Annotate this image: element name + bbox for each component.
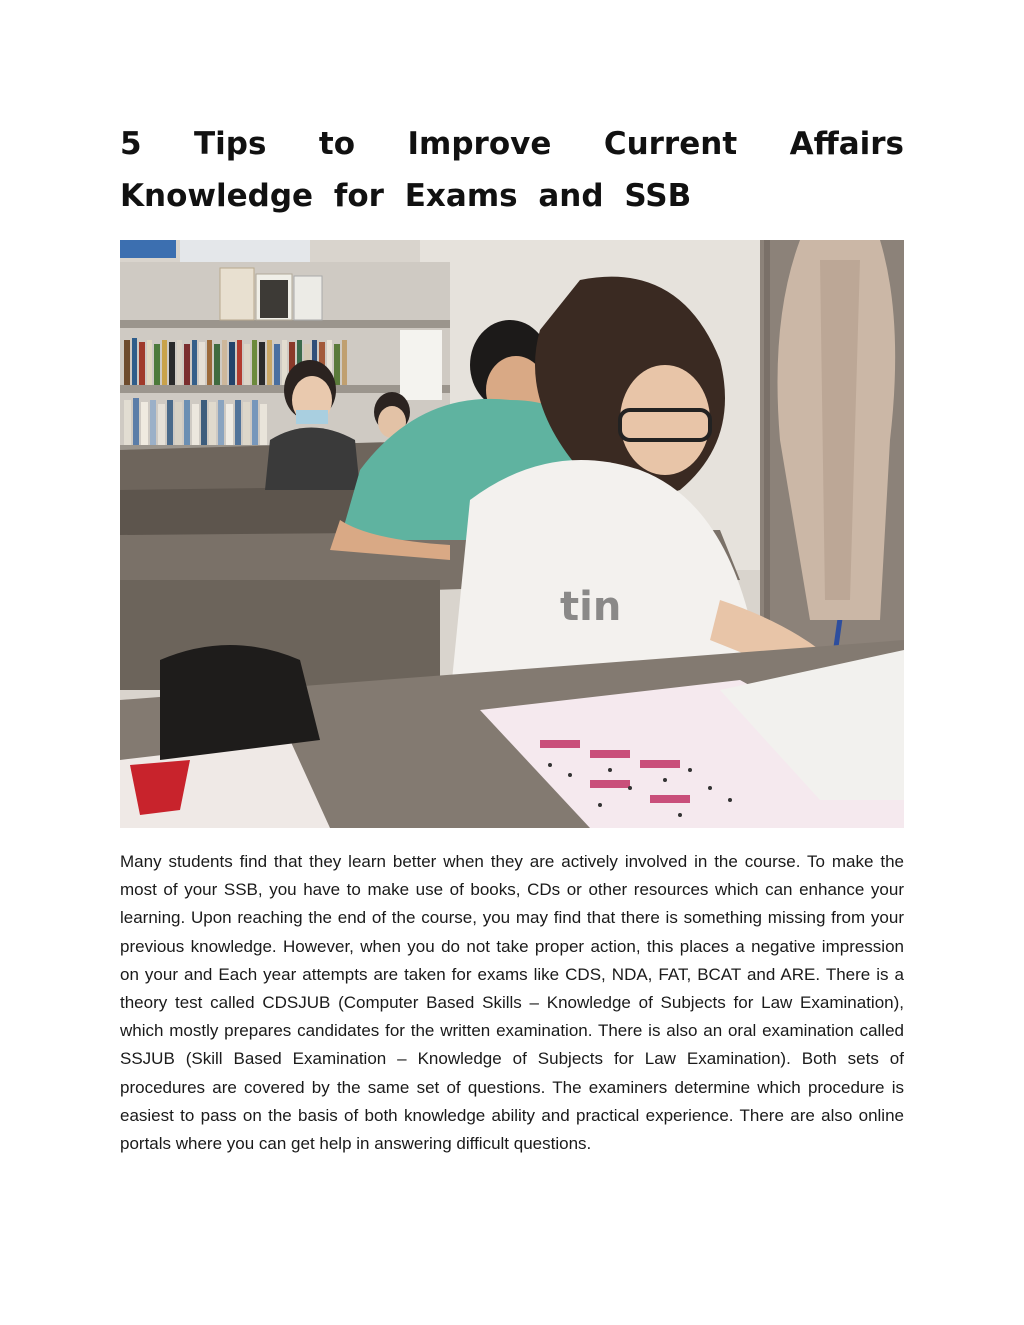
students-exam-illustration [120,240,904,828]
article-title: 5 Tips to Improve Current Affairs Knowledge for Exams and SSB [120,126,904,214]
article-body: Many students find that they learn better when they are actively involved in the course. To make the most of your SSB, you have to make use of books, CDs or other resources which can enhance your learning. Upon reaching the end of the course, you may find that there is something missing from your previous knowledge. However, when you do not take proper action, this places a negative impression on your and Each year attempts are taken for exams like CDS, NDA, FAT, BCAT and ARE. There is a theory test called CDSJUB (Computer Based Skills – Knowledge of Subjects for Law Examination), which mostly prepares candidates for the written examination. There is also an oral examination called SSJUB (Skill Based Examination – Knowledge of Subjects for Law Examination). Both sets of procedures are covered by the same set of questions. The examiners determine which procedure is easiest to pass on the basis of both knowledge ability and practical experience. There are also online portals where you can get help in answering difficult questions. [120,852,904,1154]
svg-text:tin: tin [560,584,622,630]
article-photo [120,240,904,828]
